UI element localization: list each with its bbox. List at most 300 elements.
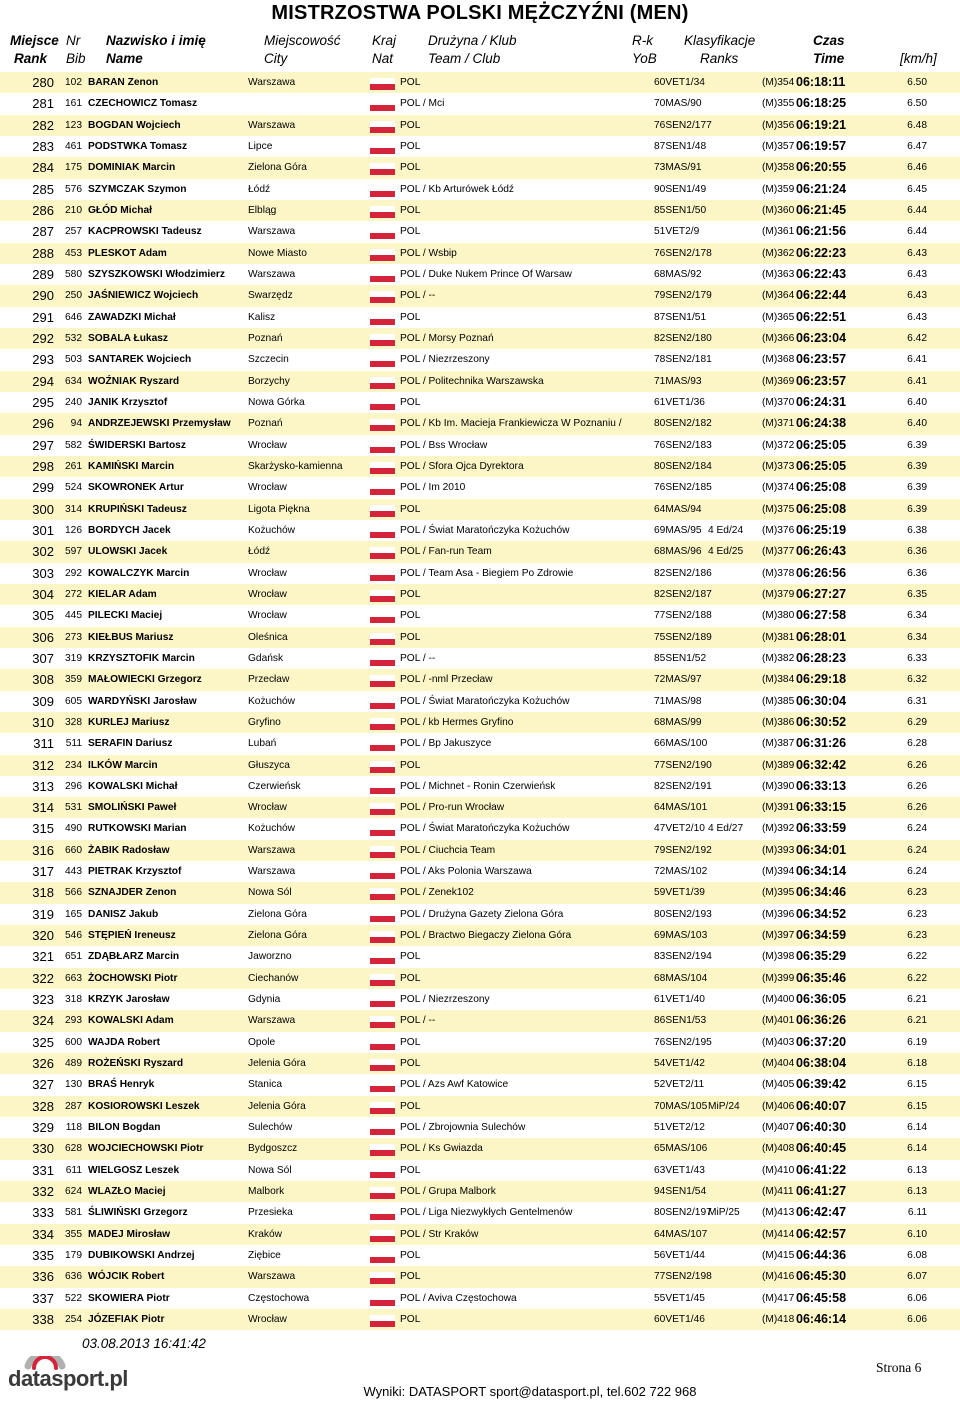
cell-yob: 68MAS/96: [654, 546, 702, 558]
cell-speed: 6.24: [907, 844, 927, 856]
cell-mrank: (M)410: [762, 1164, 795, 1176]
cell-name: ŻABIK Radosław: [88, 844, 170, 856]
cell-bib: 651: [65, 951, 82, 963]
cell-rank: 315: [32, 821, 54, 837]
cell-speed: 6.13: [907, 1186, 927, 1198]
cell-ed: 4 Ed/27: [708, 823, 744, 835]
poland-flag-icon: [370, 697, 395, 709]
cell-city: Warszawa: [248, 268, 296, 280]
cell-speed: 6.14: [907, 1122, 927, 1134]
cell-name: ZDĄBŁARZ Marcin: [88, 951, 180, 963]
cell-mrank: (M)381: [762, 631, 795, 643]
cell-team: POL / Niezrzeszony: [400, 354, 490, 366]
cell-rank: 332: [32, 1184, 54, 1200]
cell-time: 06:33:13: [796, 778, 847, 793]
cell-city: Wrocław: [248, 482, 287, 494]
datasport-logo-text: datasport.pl: [8, 1366, 128, 1391]
cell-speed: 6.23: [907, 930, 927, 942]
cell-yob: 85SEN1/50: [654, 204, 707, 216]
cell-yob: 71MAS/98: [654, 695, 702, 707]
cell-rank: 310: [32, 714, 54, 730]
cell-time: 06:27:58: [796, 608, 847, 623]
table-row: [0, 712, 960, 733]
cell-bib: 293: [65, 1015, 82, 1027]
table-row: [0, 1074, 960, 1095]
cell-rank: 298: [32, 458, 54, 474]
cell-city: Poznań: [248, 332, 283, 344]
cell-bib: 581: [65, 1207, 82, 1219]
table-row: [0, 1181, 960, 1202]
cell-team: POL: [400, 631, 421, 643]
cell-city: Nowa Górka: [248, 396, 305, 408]
cell-bib: 461: [65, 140, 82, 152]
cell-yob: 85SEN1/52: [654, 652, 707, 664]
table-row: [0, 925, 960, 946]
cell-name: KIELAR Adam: [88, 588, 157, 600]
cell-city: Lubań: [248, 738, 277, 750]
poland-flag-icon: [370, 462, 395, 474]
cell-city: Zielona Góra: [248, 908, 307, 920]
cell-yob: 65MAS/106: [654, 1143, 708, 1155]
cell-team: POL / Kb Im. Macieja Frankiewicza W Poznaniu /: [400, 418, 622, 430]
cell-bib: 443: [65, 866, 82, 878]
cell-speed: 6.29: [907, 716, 927, 728]
table-row: [0, 1138, 960, 1159]
cell-rank: 318: [32, 885, 54, 901]
cell-speed: 6.22: [907, 951, 927, 963]
cell-rank: 290: [32, 288, 54, 304]
cell-city: Ligota Piękna: [248, 503, 310, 515]
col-ranks-en: Ranks: [700, 51, 739, 66]
cell-city: Swarzędz: [248, 290, 293, 302]
cell-mrank: (M)396: [762, 908, 795, 920]
col-city-pl: Miejscowość: [264, 33, 341, 48]
cell-bib: 287: [65, 1100, 82, 1112]
cell-team: POL / Morsy Poznań: [400, 332, 494, 344]
cell-yob: 80SEN2/184: [654, 460, 712, 472]
poland-flag-icon: [370, 633, 395, 645]
poland-flag-icon: [370, 803, 395, 815]
cell-team: POL / Aviva Częstochowa: [400, 1292, 517, 1304]
table-row: [0, 968, 960, 989]
cell-mrank: (M)362: [762, 247, 795, 259]
footer-credits: Wyniki: DATASPORT sport@datasport.pl, tel.602 722 968: [363, 1384, 697, 1399]
poland-flag-icon: [370, 270, 395, 282]
cell-team: POL / --: [400, 652, 436, 664]
cell-time: 06:24:38: [796, 416, 847, 431]
cell-yob: 82SEN2/187: [654, 588, 712, 600]
cell-rank: 287: [32, 224, 54, 240]
cell-name: KOWALSKI Adam: [88, 1015, 174, 1027]
cell-yob: 77SEN2/188: [654, 610, 712, 622]
table-row: [0, 1288, 960, 1309]
cell-team: POL: [400, 972, 421, 984]
cell-mrank: (M)417: [762, 1292, 795, 1304]
table-row: [0, 776, 960, 797]
cell-time: 06:34:59: [796, 928, 847, 943]
cell-rank: 325: [32, 1034, 54, 1050]
poland-flag-icon: [370, 1038, 395, 1050]
cell-speed: 6.40: [907, 396, 927, 408]
table-row: [0, 605, 960, 626]
cell-rank: 281: [32, 96, 54, 112]
poland-flag-icon: [370, 675, 395, 687]
poland-flag-icon: [370, 1315, 395, 1327]
cell-bib: 254: [65, 1314, 82, 1326]
cell-ed: MiP/25: [708, 1207, 740, 1219]
cell-mrank: (M)391: [762, 802, 795, 814]
cell-yob: 77SEN2/198: [654, 1271, 712, 1283]
cell-rank: 313: [32, 778, 54, 794]
cell-yob: 69MAS/103: [654, 930, 708, 942]
cell-bib: 123: [65, 119, 82, 131]
cell-team: POL: [400, 1100, 421, 1112]
cell-yob: 56VET1/44: [654, 1250, 705, 1262]
cell-rank: 338: [32, 1312, 54, 1328]
cell-time: 06:25:08: [796, 480, 847, 495]
cell-mrank: (M)386: [762, 716, 795, 728]
cell-team: POL / Niezrzeszony: [400, 994, 490, 1006]
cell-time: 06:39:42: [796, 1077, 847, 1092]
col-nat-pl: Kraj: [372, 33, 397, 48]
table-row: [0, 755, 960, 776]
cell-rank: 285: [32, 181, 54, 197]
cell-time: 06:36:05: [796, 992, 847, 1007]
cell-city: Jelenia Góra: [248, 1100, 306, 1112]
cell-name: WIELGOSZ Leszek: [88, 1164, 180, 1176]
cell-city: Gdańsk: [248, 652, 284, 664]
cell-name: BARAN Zenon: [88, 77, 159, 88]
cell-speed: 6.10: [907, 1228, 927, 1240]
table-row: [0, 157, 960, 178]
cell-speed: 6.13: [907, 1164, 927, 1176]
table-row: [0, 477, 960, 498]
cell-rank: 314: [32, 800, 54, 816]
cell-mrank: (M)361: [762, 226, 795, 238]
cell-mrank: (M)373: [762, 460, 795, 472]
cell-city: Gryfino: [248, 716, 281, 728]
cell-time: 06:27:27: [796, 586, 847, 601]
poland-flag-icon: [370, 334, 395, 346]
cell-mrank: (M)395: [762, 887, 795, 899]
cell-name: WAJDA Robert: [88, 1036, 161, 1048]
cell-time: 06:23:57: [796, 373, 847, 388]
cell-team: POL / Bractwo Biegaczy Zielona Góra: [400, 930, 572, 942]
cell-speed: 6.38: [907, 524, 927, 536]
cell-city: Nowa Sól: [248, 887, 292, 899]
cell-ed: 4 Ed/25: [708, 546, 744, 558]
cell-team: POL: [400, 140, 421, 152]
table-row: [0, 349, 960, 370]
cell-team: POL / Azs Awf Katowice: [400, 1079, 509, 1091]
cell-speed: 6.46: [907, 162, 927, 174]
cell-mrank: (M)378: [762, 567, 795, 579]
table-row: [0, 93, 960, 114]
cell-team: POL: [400, 1250, 421, 1262]
cell-team: POL / --: [400, 290, 436, 302]
poland-flag-icon: [370, 483, 395, 495]
cell-city: Wrocław: [248, 802, 287, 814]
col-city-en: City: [264, 51, 288, 66]
cell-name: DANISZ Jakub: [88, 908, 159, 920]
cell-speed: 6.35: [907, 588, 927, 600]
cell-mrank: (M)406: [762, 1100, 795, 1112]
cell-yob: 60VET1/46: [654, 1314, 705, 1326]
page-title: MISTRZOSTWA POLSKI MĘŻCZYŹNI (MEN): [271, 2, 689, 24]
cell-bib: 503: [65, 354, 82, 366]
poland-flag-icon: [370, 313, 395, 325]
table-row: [0, 691, 960, 712]
cell-yob: 87SEN1/51: [654, 311, 707, 323]
cell-time: 06:35:29: [796, 949, 847, 964]
cell-team: POL / Mci: [400, 98, 445, 110]
cell-yob: 59VET1/39: [654, 887, 705, 899]
poland-flag-icon: [370, 931, 395, 943]
cell-team: POL / Zenek102: [400, 887, 474, 899]
poland-flag-icon: [370, 654, 395, 666]
cell-team: POL / Pro-run Wrocław: [400, 802, 505, 814]
cell-bib: 582: [65, 439, 82, 451]
cell-name: BILON Bogdan: [88, 1122, 161, 1134]
cell-team: POL: [400, 1036, 421, 1048]
cell-team: POL / Liga Niezwykłych Gentelmenów: [400, 1207, 573, 1219]
cell-bib: 490: [65, 823, 82, 835]
table-row: [0, 648, 960, 669]
cell-bib: 524: [65, 482, 82, 494]
poland-flag-icon: [370, 1080, 395, 1092]
poland-flag-icon: [370, 121, 395, 133]
poland-flag-icon: [370, 505, 395, 517]
cell-name: MAŁOWIECKI Grzegorz: [88, 674, 202, 686]
cell-rank: 304: [32, 586, 54, 602]
cell-time: 06:23:04: [796, 330, 847, 345]
cell-rank: 294: [32, 373, 54, 389]
cell-bib: 624: [65, 1186, 82, 1198]
cell-yob: 54VET1/42: [654, 1058, 705, 1070]
cell-bib: 453: [65, 247, 82, 259]
cell-yob: 80SEN2/193: [654, 908, 712, 920]
cell-name: ANDRZEJEWSKI Przemysław: [88, 418, 231, 430]
cell-bib: 130: [65, 1079, 82, 1091]
cell-speed: 6.36: [907, 567, 927, 579]
cell-city: Łódź: [248, 183, 271, 195]
cell-yob: 82SEN2/180: [654, 332, 712, 344]
cell-name: SKOWRONEK Artur: [88, 482, 184, 494]
cell-name: PODSTWKA Tomasz: [88, 140, 188, 152]
cell-city: Łódź: [248, 546, 271, 558]
cell-team: POL / Im 2010: [400, 482, 466, 494]
cell-team: POL: [400, 1314, 421, 1326]
cell-time: 06:42:57: [796, 1226, 847, 1241]
cell-speed: 6.31: [907, 695, 927, 707]
cell-city: Wrocław: [248, 567, 287, 579]
poland-flag-icon: [370, 355, 395, 367]
cell-bib: 102: [65, 77, 82, 88]
poland-flag-icon: [370, 1123, 395, 1135]
cell-rank: 292: [32, 330, 54, 346]
cell-time: 06:45:58: [796, 1290, 847, 1305]
cell-city: Częstochowa: [248, 1292, 310, 1304]
table-row: [0, 669, 960, 690]
cell-team: POL / Michnet - Ronin Czerwieńsk: [400, 780, 556, 792]
cell-mrank: (M)385: [762, 695, 795, 707]
poland-flag-icon: [370, 291, 395, 303]
col-bib-pl: Nr: [66, 33, 81, 48]
cell-team: POL: [400, 204, 421, 216]
cell-city: Warszawa: [248, 119, 296, 131]
cell-name: RUTKOWSKI Marian: [88, 823, 187, 835]
cell-bib: 489: [65, 1058, 82, 1070]
cell-name: KOSIOROWSKI Leszek: [88, 1100, 200, 1112]
cell-name: KRZYK Jarosław: [88, 994, 170, 1006]
col-speed: [km/h]: [900, 51, 937, 66]
cell-yob: 64MAS/94: [654, 503, 702, 515]
cell-bib: 580: [65, 268, 82, 280]
cell-name: WOŹNIAK Ryszard: [88, 375, 180, 387]
poland-flag-icon: [370, 185, 395, 197]
table-row: [0, 840, 960, 861]
cell-time: 06:33:15: [796, 800, 847, 815]
cell-bib: 234: [65, 759, 82, 771]
cell-mrank: (M)357: [762, 140, 795, 152]
cell-speed: 6.21: [907, 1015, 927, 1027]
table-row: [0, 733, 960, 754]
poland-flag-icon: [370, 419, 395, 431]
cell-rank: 282: [32, 117, 54, 133]
cell-time: 06:32:42: [796, 757, 847, 772]
cell-mrank: (M)416: [762, 1271, 795, 1283]
cell-time: 06:29:18: [796, 672, 847, 687]
cell-name: SZNAJDER Zenon: [88, 887, 177, 899]
cell-bib: 261: [65, 460, 82, 472]
cell-city: Zielona Góra: [248, 162, 307, 174]
cell-speed: 6.14: [907, 1143, 927, 1155]
cell-time: 06:46:14: [796, 1312, 847, 1327]
cell-time: 06:41:27: [796, 1184, 847, 1199]
poland-flag-icon: [370, 1187, 395, 1199]
cell-yob: 79SEN2/192: [654, 844, 712, 856]
cell-ed: MiP/24: [708, 1100, 740, 1112]
cell-rank: 284: [32, 160, 54, 176]
cell-speed: 6.43: [907, 311, 927, 323]
cell-mrank: (M)400: [762, 994, 795, 1006]
cell-yob: 72MAS/97: [654, 674, 702, 686]
poland-flag-icon: [370, 888, 395, 900]
cell-yob: 82SEN2/186: [654, 567, 712, 579]
cell-speed: 6.47: [907, 140, 927, 152]
cell-team: POL: [400, 759, 421, 771]
cell-speed: 6.44: [907, 226, 927, 238]
cell-name: KURLEJ Mariusz: [88, 716, 170, 728]
cell-yob: 51VET2/9: [654, 226, 700, 238]
cell-time: 06:19:21: [796, 117, 847, 132]
poland-flag-icon: [370, 1102, 395, 1114]
cell-city: Oleśnica: [248, 631, 288, 643]
cell-rank: 303: [32, 565, 54, 581]
cell-city: Przecław: [248, 674, 290, 686]
cell-bib: 660: [65, 844, 82, 856]
cell-bib: 240: [65, 396, 82, 408]
cell-time: 06:33:59: [796, 821, 847, 836]
cell-bib: 634: [65, 375, 82, 387]
cell-time: 06:42:47: [796, 1205, 847, 1220]
cell-bib: 272: [65, 588, 82, 600]
cell-mrank: (M)380: [762, 610, 795, 622]
cell-name: ROŻEŃSKI Ryszard: [88, 1058, 184, 1070]
cell-speed: 6.40: [907, 418, 927, 430]
cell-team: POL: [400, 951, 421, 963]
cell-rank: 289: [32, 266, 54, 282]
cell-city: Gdynia: [248, 994, 281, 1006]
cell-name: KRZYSZTOFIK Marcin: [88, 652, 195, 664]
cell-rank: 319: [32, 906, 54, 922]
cell-yob: 51VET2/12: [654, 1122, 705, 1134]
cell-speed: 6.50: [907, 77, 927, 88]
cell-name: DOMINIAK Marcin: [88, 162, 176, 174]
cell-rank: 336: [32, 1269, 54, 1285]
cell-name: ULOWSKI Jacek: [88, 546, 168, 558]
cell-name: SANTAREK Wojciech: [88, 354, 192, 366]
cell-mrank: (M)369: [762, 375, 795, 387]
cell-name: JÓZEFIAK Piotr: [88, 1314, 165, 1326]
cell-city: Szczecin: [248, 354, 289, 366]
cell-bib: 611: [65, 1164, 82, 1176]
cell-rank: 321: [32, 949, 54, 965]
cell-bib: 628: [65, 1143, 82, 1155]
cell-rank: 297: [32, 437, 54, 453]
cell-speed: 6.43: [907, 247, 927, 259]
cell-city: Kraków: [248, 1228, 282, 1240]
table-row: [0, 946, 960, 967]
cell-mrank: (M)398: [762, 951, 795, 963]
table-row: [0, 1266, 960, 1287]
cell-speed: 6.41: [907, 354, 927, 366]
cell-speed: 6.24: [907, 823, 927, 835]
cell-bib: 257: [65, 226, 82, 238]
cell-name: SERAFIN Dariusz: [88, 738, 173, 750]
cell-time: 06:20:55: [796, 160, 847, 175]
cell-yob: 87SEN1/48: [654, 140, 707, 152]
cell-speed: 6.44: [907, 204, 927, 216]
cell-team: POL: [400, 1058, 421, 1070]
cell-rank: 280: [32, 75, 54, 90]
cell-city: Sulechów: [248, 1122, 293, 1134]
cell-city: Malbork: [248, 1186, 285, 1198]
cell-team: POL / Bss Wrocław: [400, 439, 488, 451]
cell-time: 06:44:36: [796, 1248, 847, 1263]
poland-flag-icon: [370, 1230, 395, 1242]
col-time-pl: Czas: [813, 33, 845, 48]
cell-speed: 6.26: [907, 759, 927, 771]
cell-name: ŚLIWIŃSKI Grzegorz: [88, 1207, 188, 1219]
cell-rank: 291: [32, 309, 54, 325]
col-ranks-pl: Klasyfikacje: [684, 33, 756, 48]
cell-yob: 47VET2/10: [654, 823, 705, 835]
cell-yob: 76SEN2/185: [654, 482, 712, 494]
cell-time: 06:38:04: [796, 1056, 847, 1071]
poland-flag-icon: [370, 910, 395, 922]
poland-flag-icon: [370, 142, 395, 154]
cell-time: 06:24:31: [796, 394, 847, 409]
table-row: [0, 328, 960, 349]
cell-city: Nowe Miasto: [248, 247, 307, 259]
cell-yob: 76SEN2/177: [654, 119, 712, 131]
cell-time: 06:40:07: [796, 1098, 847, 1113]
cell-team: POL / Team Asa - Biegiem Po Zdrowie: [400, 567, 574, 579]
cell-rank: 311: [33, 736, 54, 752]
cell-time: 06:36:26: [796, 1013, 847, 1028]
cell-team: POL / Politechnika Warszawska: [400, 375, 544, 387]
